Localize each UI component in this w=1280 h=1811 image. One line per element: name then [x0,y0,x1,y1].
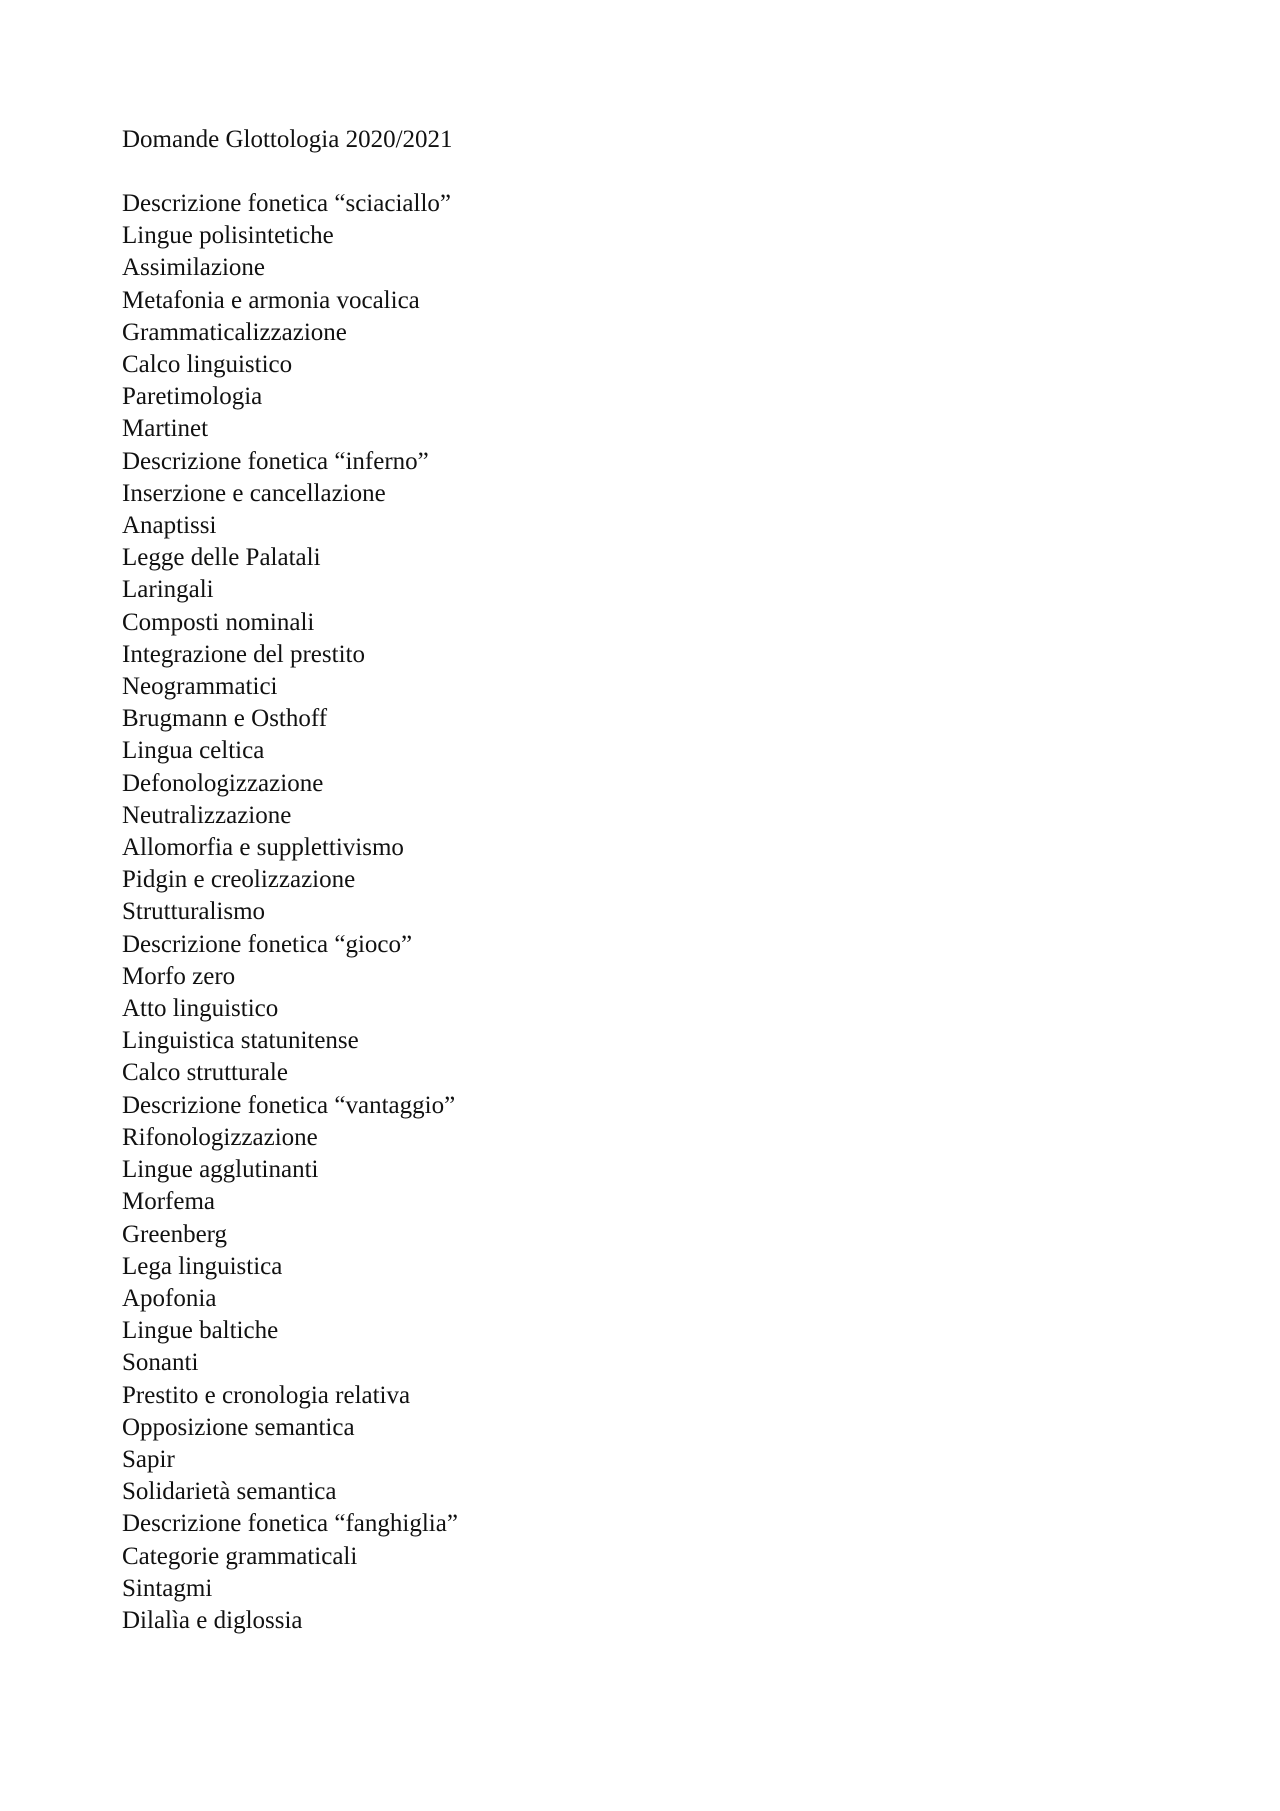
document-title: Domande Glottologia 2020/2021 [122,126,453,153]
list-item: Composti nominali [122,608,315,636]
list-item: Calco strutturale [122,1059,288,1087]
list-item: Solidarietà semantica [122,1478,337,1506]
list-item: Brugmann e Osthoff [122,705,328,733]
list-item: Metafonia e armonia vocalica [122,286,420,314]
list-item: Greenberg [122,1220,228,1248]
list-item: Lingue polisintetiche [122,222,334,250]
list-item: Morfema [122,1188,216,1216]
document-body [122,124,1022,1637]
list-item: Sapir [122,1445,175,1473]
list-item: Sintagmi [122,1574,213,1602]
list-item: Descrizione fonetica “gioco” [122,930,413,958]
list-item: Calco linguistico [122,351,293,379]
list-item: Lingue agglutinanti [122,1156,319,1184]
list-item: Lingue baltiche [122,1317,279,1345]
list-item: Paretimologia [122,383,263,411]
list-item: Opposizione semantica [122,1413,355,1441]
list-item: Descrizione fonetica “sciaciallo” [122,190,451,217]
list-item: Descrizione fonetica “vantaggio” [122,1091,456,1119]
list-item: Laringali [122,576,214,604]
list-item: Pidgin e creolizzazione [122,866,356,894]
list-item: Rifonologizzazione [122,1123,318,1151]
list-item: Defonologizzazione [122,769,324,797]
list-item: Allomorfia e supplettivismo [122,834,404,862]
list-item: Prestito e cronologia relativa [122,1381,411,1409]
list-item: Assimilazione [122,254,266,282]
list-item: Sonanti [122,1349,199,1377]
list-item: Linguistica statunitense [122,1027,359,1055]
list-item: Descrizione fonetica “fanghiglia” [122,1510,458,1538]
list-item: Descrizione fonetica “inferno” [122,447,429,475]
list-item: Martinet [122,415,209,443]
list-item: Lega linguistica [122,1252,283,1280]
list-item: Grammaticalizzazione [122,318,347,346]
list-item: Atto linguistico [122,995,279,1023]
list-item: Integrazione del prestito [122,640,365,668]
list-item: Categorie grammaticali [122,1542,358,1570]
list-item: Anaptissi [122,512,217,540]
list-item: Morfo zero [122,962,236,990]
list-item: Neutralizzazione [122,801,292,829]
topic-list [122,188,1022,1637]
list-item: Dilalìa e diglossia [122,1606,303,1634]
list-item: Strutturalismo [122,898,266,926]
list-item: Lingua celtica [122,737,265,765]
list-item: Legge delle Palatali [122,544,321,572]
list-item: Apofonia [122,1284,217,1312]
list-item: Inserzione e cancellazione [122,479,386,507]
list-item: Neogrammatici [122,673,278,701]
